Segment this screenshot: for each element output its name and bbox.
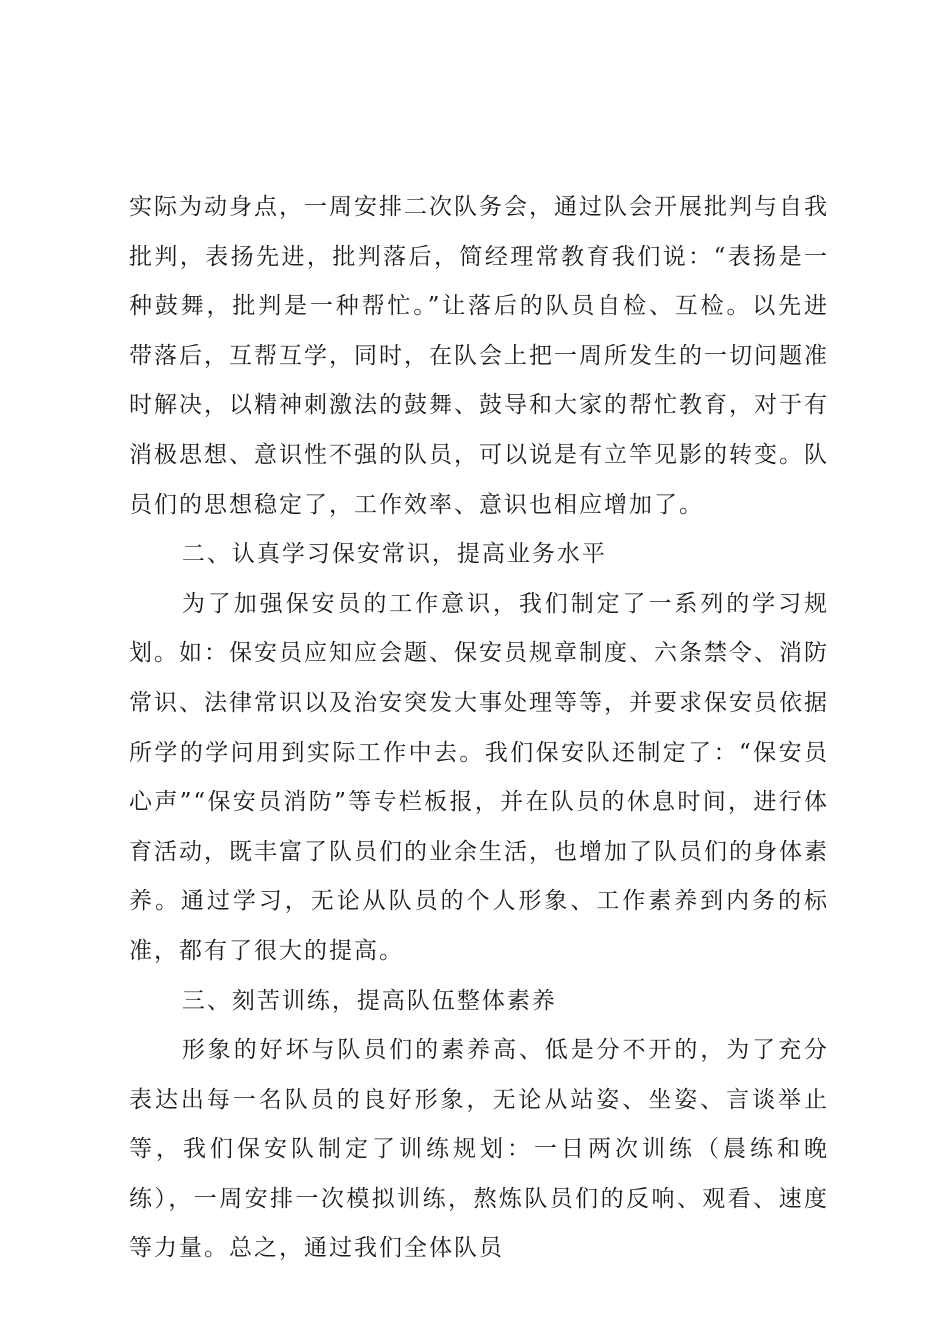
- section-heading-2: 二、认真学习保安常识，提高业务水平: [181, 541, 607, 568]
- paragraph-study-plan: 为了加强保安员的工作意识，我们制定了一系列的学习规划。如：保安员应知应会题、保安员规章制度、六条禁令、消防常识、法律常识以及治安突发大事处理等等，并要求保安员依据所学的学问用到实际工作中去。我们保安队还制定了：“保安员心声”“保安员消防”等专栏板报，并在队员的休息时间，进行体育活动，既丰富了队员们的业余生活，也增加了队员们的身体素养。通过学习，无论从队员的个人形象、工作素养到内务的标准，都有了很大的提高。: [129, 590, 829, 964]
- section-heading-3: 三、刻苦训练，提高队伍整体素养: [181, 987, 557, 1014]
- document-body: [129, 183, 829, 1274]
- paragraph-training: 形象的好坏与队员们的素养高、低是分不开的，为了充分表达出每一名队员的良好形象，无论从站姿、坐姿、言谈举止等，我们保安队制定了训练规划：一日两次训练（晨练和晚练），一周安排一次模拟训练，熬炼队员们的反响、观看、速度等力量。总之，通过我们全体队员: [129, 1037, 829, 1262]
- paragraph-continuation: 实际为动身点，一周安排二次队务会，通过队会开展批判与自我批判，表扬先进，批判落后，简经理常教育我们说：“表扬是一种鼓舞，批判是一种帮忙。”让落后的队员自检、互检。以先进带落后，互帮互学，同时，在队会上把一周所发生的一切问题准时解决，以精神刺激法的鼓舞、鼓导和大家的帮忙教育，对于有消极思想、意识性不强的队员，可以说是有立竿见影的转变。队员们的思想稳定了，工作效率、意识也相应增加了。: [129, 194, 829, 518]
